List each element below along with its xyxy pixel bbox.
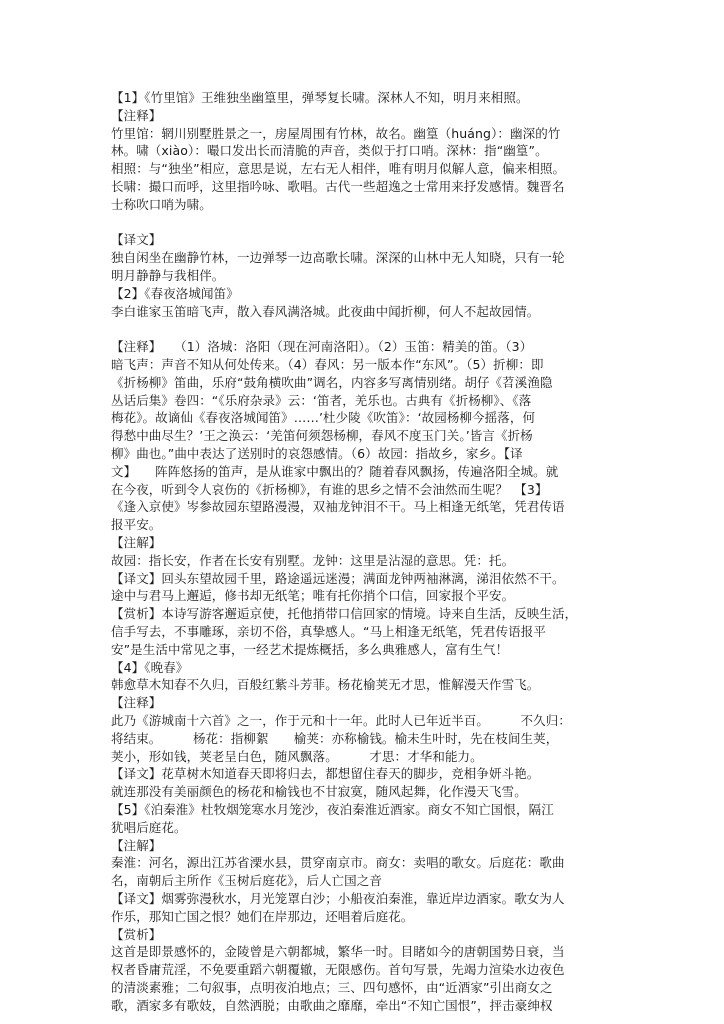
text-line: 竹里馆：辋川别墅胜景之一，房屋周围有竹林，故名。幽篁（huáng）：幽深的竹 bbox=[111, 125, 561, 141]
text-line: 李白谁家玉笛暗飞声，散入春风满洛城。此夜曲中闻折柳，何人不起故园情。 bbox=[111, 303, 540, 319]
text-line: 【2】《春夜洛城闻笛》 bbox=[111, 285, 239, 301]
text-line: 【注解】 bbox=[111, 837, 162, 853]
text-line: 在今夜，听到令人哀伤的《折杨柳》，有谁的思乡之情不会油然而生呢？ 【3】 bbox=[111, 481, 548, 497]
text-line: 途中与君马上邂逅，修书却无纸笔；唯有托你捎个口信，回家报个平安。 bbox=[111, 588, 515, 604]
text-line: 【5】《泊秦淮》杜牧烟笼寒水月笼沙，夜泊秦淮近酒家。商女不知亡国恨，隔江 bbox=[111, 802, 554, 817]
text-line: 荚小，形如钱，荚老呈白色，随风飘落。 才思：才华和能力。 bbox=[111, 748, 483, 764]
text-line: 这首是即景感怀的，金陵曾是六朝都城，繁华一时。目睹如今的唐朝国势日衰，当 bbox=[111, 944, 565, 960]
text-line: 《逢入京使》岑参故园东望路漫漫，双袖龙钟泪不干。马上相逢无纸笔，凭君传语 bbox=[111, 499, 565, 515]
text-line: 【赏析】 bbox=[111, 926, 162, 942]
text-line: 【1】《竹里馆》王维独坐幽篁里，弹琴复长啸。深林人不知，明月来相照。 bbox=[111, 90, 529, 105]
text-line: 【4】《晚春》 bbox=[111, 659, 189, 675]
text-line: 【注释】 bbox=[111, 695, 162, 711]
text-line: 的清淡素雅；二句叙事，点明夜泊地点；三、四句感怀，由“近酒家”引出商女之 bbox=[111, 980, 553, 995]
text-line: 歌，酒家多有歌妓，自然洒脱；由歌曲之靡靡，牵出“不知亡国恨”，抨击豪绅权 bbox=[111, 997, 553, 1013]
text-line: 【译文】 bbox=[111, 232, 162, 248]
text-line: 作乐，那知亡国之恨？她们在岸那边，还唱着后庭花。 bbox=[111, 908, 414, 924]
text-line: 得愁中曲尽生？’王之涣云：‘羌笛何须怨杨柳，春风不度玉门关。’皆言《折杨 bbox=[111, 428, 533, 444]
text-line: 梅花》。故谪仙《春夜洛城闻笛》……’杜少陵《吹笛》：‘故园杨柳今摇落，何 bbox=[111, 410, 536, 426]
text-line: 柳》曲也。”曲中表达了送别时的哀怨感情。（6）故园：指故乡，家乡。【译 bbox=[111, 446, 523, 461]
text-line: 犹唱后庭花。 bbox=[111, 819, 187, 835]
text-line: 【译文】烟雾弥漫秋水，月光笼罩白沙；小船夜泊秦淮，靠近岸边酒家。歌女为人 bbox=[111, 891, 565, 906]
text-line: 安”是生活中常见之事，一经艺术提炼概括，多么典雅感人，富有生气！ bbox=[111, 641, 509, 657]
text-line: 【注释】 （1）洛城：洛阳（现在河南洛阳）。（2）玉笛：精美的笛。（3） bbox=[111, 339, 533, 355]
text-line: 【译文】回头东望故园千里，路途遥远迷漫；满面龙钟两袖淋漓，涕泪依然不干。 bbox=[111, 570, 565, 586]
text-line: 【注解】 bbox=[111, 535, 162, 550]
text-line: 《折杨柳》笛曲，乐府“鼓角横吹曲”调名，内容多写离情别绪。胡仔《苕溪渔隐 bbox=[111, 374, 553, 390]
text-line: 此乃《游城南十六首》之一，作于元和十一年。此时人已年近半百。 不久归： bbox=[111, 713, 571, 728]
text-line: 文】 阵阵悠扬的笛声，是从谁家中飘出的？随着春风飘扬，传遍洛阳全城。就 bbox=[111, 463, 559, 479]
text-line: 【译文】花草树木知道春天即将归去，都想留住春天的脚步，竞相争妍斗艳。 bbox=[111, 766, 540, 782]
text-line: 【赏析】本诗写游客邂逅京使，托他捎带口信回家的情境。诗来自生活，反映生活， bbox=[111, 606, 578, 622]
text-line: 韩愈草木知春不久归，百般红紫斗芳菲。杨花榆荚无才思，惟解漫天作雪飞。 bbox=[111, 677, 540, 693]
text-line: 权者昏庸荒淫，不免要重蹈六朝覆辙，无限感伤。首句写景，先竭力渲染水边夜色 bbox=[111, 962, 565, 978]
text-line: 林。啸（xiào）：嘬口发出长而清脆的声音，类似于打口哨。深林：指“幽篁”。 bbox=[111, 143, 548, 159]
text-line: 长啸：撮口而呼，这里指吟咏、歌唱。古代一些超逸之士常用来抒发感情。魏晋名 bbox=[111, 179, 565, 194]
text-line: 暗飞声：声音不知从何处传来。（4）春风：另一版本作“东风”。（5）折柳：即 bbox=[111, 357, 544, 372]
text-line: 就连那没有美丽颜色的杨花和榆钱也不甘寂寞，随风起舞，化作漫天飞雪。 bbox=[111, 784, 527, 800]
text-line: 信手写去，不事雕琢，亲切不俗，真挚感人。“马上相逢无纸笔，凭君传语报平 bbox=[111, 624, 546, 639]
text-line: 明月静静与我相伴。 bbox=[111, 268, 225, 283]
text-line: 报平安。 bbox=[111, 517, 162, 533]
text-line: 名，南朝后主所作《玉树后庭花》，后人亡国之音 bbox=[111, 873, 382, 889]
text-line: 故园：指长安，作者在长安有别墅。龙钟：这里是沾湿的意思。凭：托。 bbox=[111, 552, 515, 568]
text-line: 将结束。 杨花：指柳絮 榆荚：亦称榆钱。榆未生叶时，先在枝间生荚， bbox=[111, 730, 559, 746]
text-line: 相照：与“独坐”相应，意思是说，左右无人相伴，唯有明月似解人意，偏来相照。 bbox=[111, 161, 566, 177]
text-line: 【注释】 bbox=[111, 107, 162, 123]
text-line: 秦淮：河名，源出江苏省溧水县，贯穿南京市。商女：卖唱的歌女。后庭花：歌曲 bbox=[111, 855, 565, 871]
text-line: 士称吹口哨为啸。 bbox=[111, 196, 212, 212]
text-line: 丛话后集》卷四：“《乐府杂录》云：‘笛者，羌乐也。古典有《折杨柳》、《落 bbox=[111, 392, 532, 408]
text-line: 独自闲坐在幽静竹林，一边弹琴一边高歌长啸。深深的山林中无人知晓，只有一轮 bbox=[111, 250, 565, 266]
